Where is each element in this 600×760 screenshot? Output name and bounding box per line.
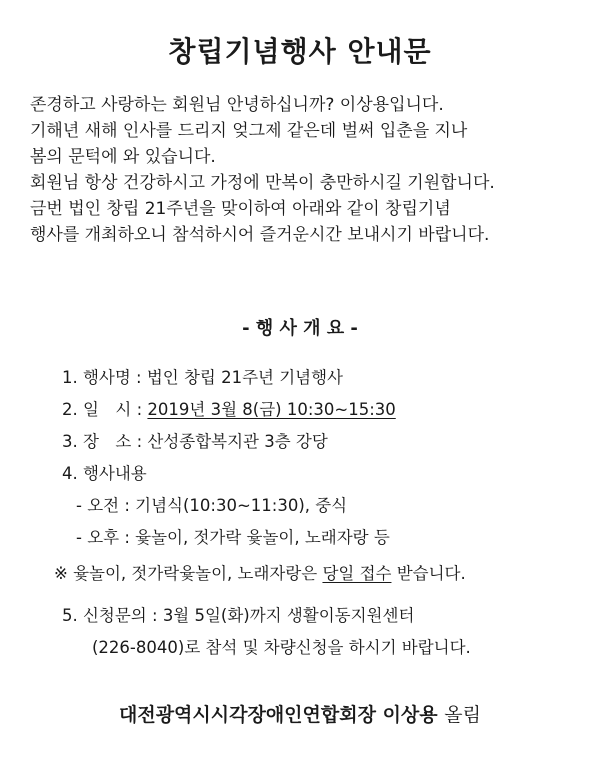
event-name-value: 법인 창립 21주년 기념행사 <box>146 368 343 387</box>
intro-line: 금번 법인 창립 21주년을 맞이하여 아래와 같이 창립기념 <box>30 199 451 219</box>
afternoon-value: 윷놀이, 젓가락 윷놀이, 노래자랑 등 <box>135 528 390 547</box>
section-heading: - 행 사 개 요 - <box>242 318 358 339</box>
signature-closing: 올림 <box>444 704 481 726</box>
afternoon-program-row <box>62 522 592 554</box>
event-program-label: 4. 행사내용 <box>62 464 147 483</box>
document-title: 창립기념행사 안내문 <box>168 35 432 68</box>
intro-line: 봄의 문턱에 와 있습니다. <box>30 147 216 167</box>
signatory-name: 대전광역시시각장애인연합회장 이상용 <box>119 704 438 726</box>
signature-line <box>0 700 600 727</box>
note-suffix: 받습니다. <box>391 564 466 583</box>
registration-note <box>54 558 592 590</box>
event-datetime-label: 2. 일 시 : <box>62 400 143 419</box>
note-emphasis: 당일 접수 <box>322 564 392 583</box>
inquiry-continuation <box>62 632 592 664</box>
morning-value: 기념식(10:30~11:30), 중식 <box>135 496 348 515</box>
intro-line: 존경하고 사랑하는 회원님 안녕하십니까? 이상용입니다. <box>30 95 444 115</box>
event-name-label: 1. 행사명 : <box>62 368 142 387</box>
intro-paragraph <box>30 92 590 248</box>
note-prefix: ※ 윷놀이, 젓가락윷놀이, 노래자랑은 <box>54 564 323 583</box>
event-venue-row <box>62 426 592 458</box>
inquiry-row <box>62 600 592 632</box>
inquiry-value: 3월 5일(화)까지 생활이동지원센터 <box>162 606 415 625</box>
event-name-row <box>62 362 592 394</box>
afternoon-label: - 오후 : <box>76 528 130 547</box>
intro-line: 행사를 개최하오니 참석하시어 즐거운시간 보내시기 바랍니다. <box>30 225 490 245</box>
intro-line: 회원님 항상 건강하시고 가정에 만복이 충만하시길 기원합니다. <box>30 173 495 193</box>
event-venue-value: 산성종합복지관 3층 강당 <box>147 432 328 451</box>
intro-line: 기해년 새해 인사를 드리지 엊그제 같은데 벌써 입춘을 지나 <box>30 121 468 141</box>
morning-label: - 오전 : <box>76 496 130 515</box>
inquiry-value-continued: (226-8040)로 참석 및 차량신청을 하시기 바랍니다. <box>92 638 471 657</box>
event-overview-list <box>54 362 592 664</box>
event-program-row <box>62 458 592 490</box>
morning-program-row <box>62 490 592 522</box>
event-datetime-row <box>62 394 592 426</box>
event-venue-label: 3. 장 소 : <box>62 432 143 451</box>
inquiry-label: 5. 신청문의 : <box>62 606 158 625</box>
event-datetime-value: 2019년 3월 8(금) 10:30~15:30 <box>147 400 396 419</box>
